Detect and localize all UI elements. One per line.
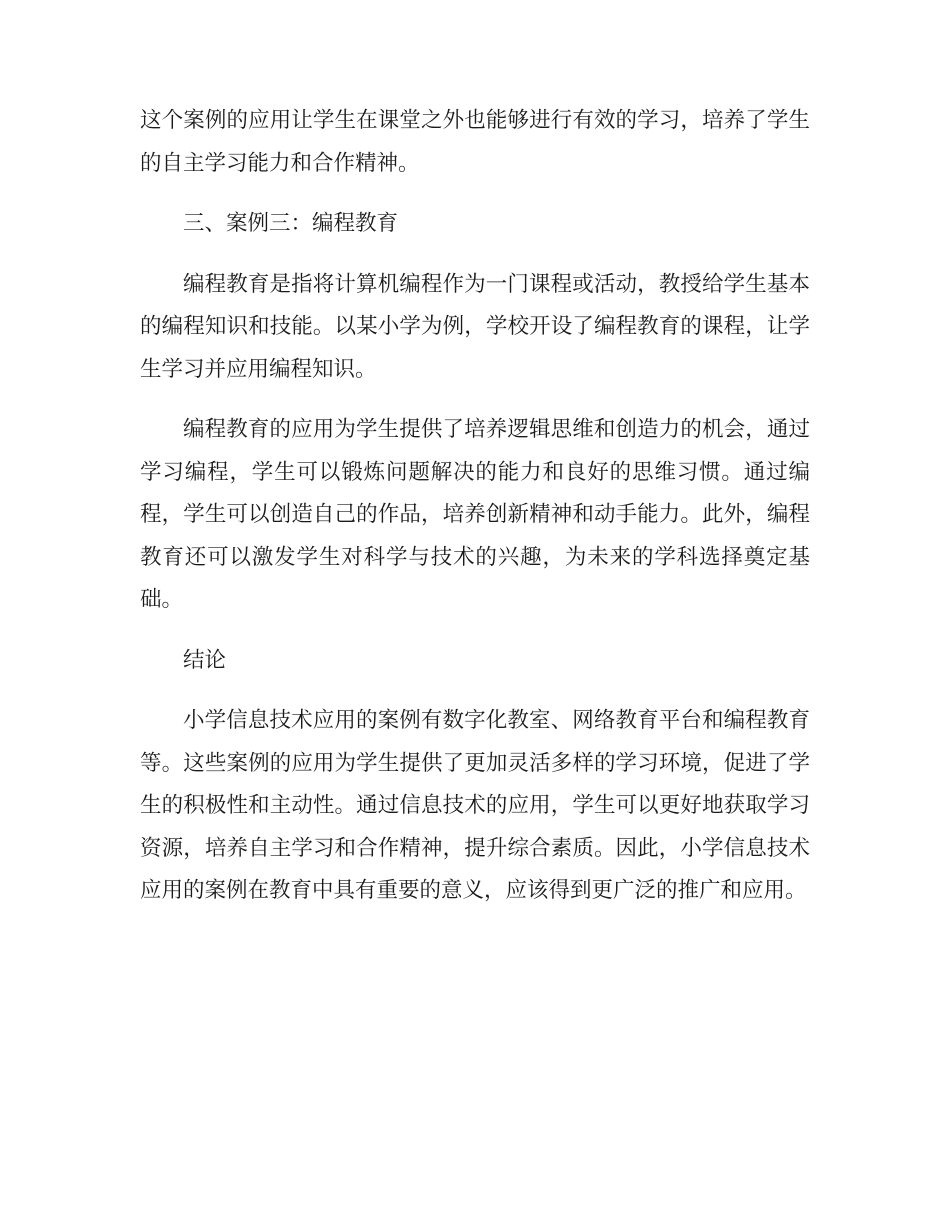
section-heading-case-three: 三、案例三：编程教育 <box>183 211 399 236</box>
paragraph-continuation: 这个案例的应用让学生在课堂之外也能够进行有效的学习，培养了学生的自主学习能力和合作精神。 <box>140 108 810 176</box>
section-heading-conclusion: 结论 <box>183 647 227 673</box>
document-body <box>140 100 810 913</box>
paragraph-conclusion: 小学信息技术应用的案例有数字化教室、网络教育平台和编程教育等。这些案例的应用为学生提供了更加灵活多样的学习环境，促进了学生的积极性和主动性。通过信息技术的应用，学生可以更好地获取学习资源，培养自主学习和合作精神，提升综合素质。因此，小学信息技术应用的案例在教育中具有重要的意义，应该得到更广泛的推广和应用。 <box>140 708 810 903</box>
paragraph-programming-benefits: 编程教育的应用为学生提供了培养逻辑思维和创造力的机会，通过学习编程，学生可以锻炼问题解决的能力和良好的思维习惯。通过编程，学生可以创造自己的作品，培养创新精神和动手能力。此外，编程教育还可以激发学生对科学与技术的兴趣，为未来的学科选择奠定基础。 <box>140 417 810 612</box>
paragraph-programming-definition: 编程教育是指将计算机编程作为一门课程或活动，教授给学生基本的编程知识和技能。以某小学为例，学校开设了编程教育的课程，让学生学习并应用编程知识。 <box>140 271 810 382</box>
